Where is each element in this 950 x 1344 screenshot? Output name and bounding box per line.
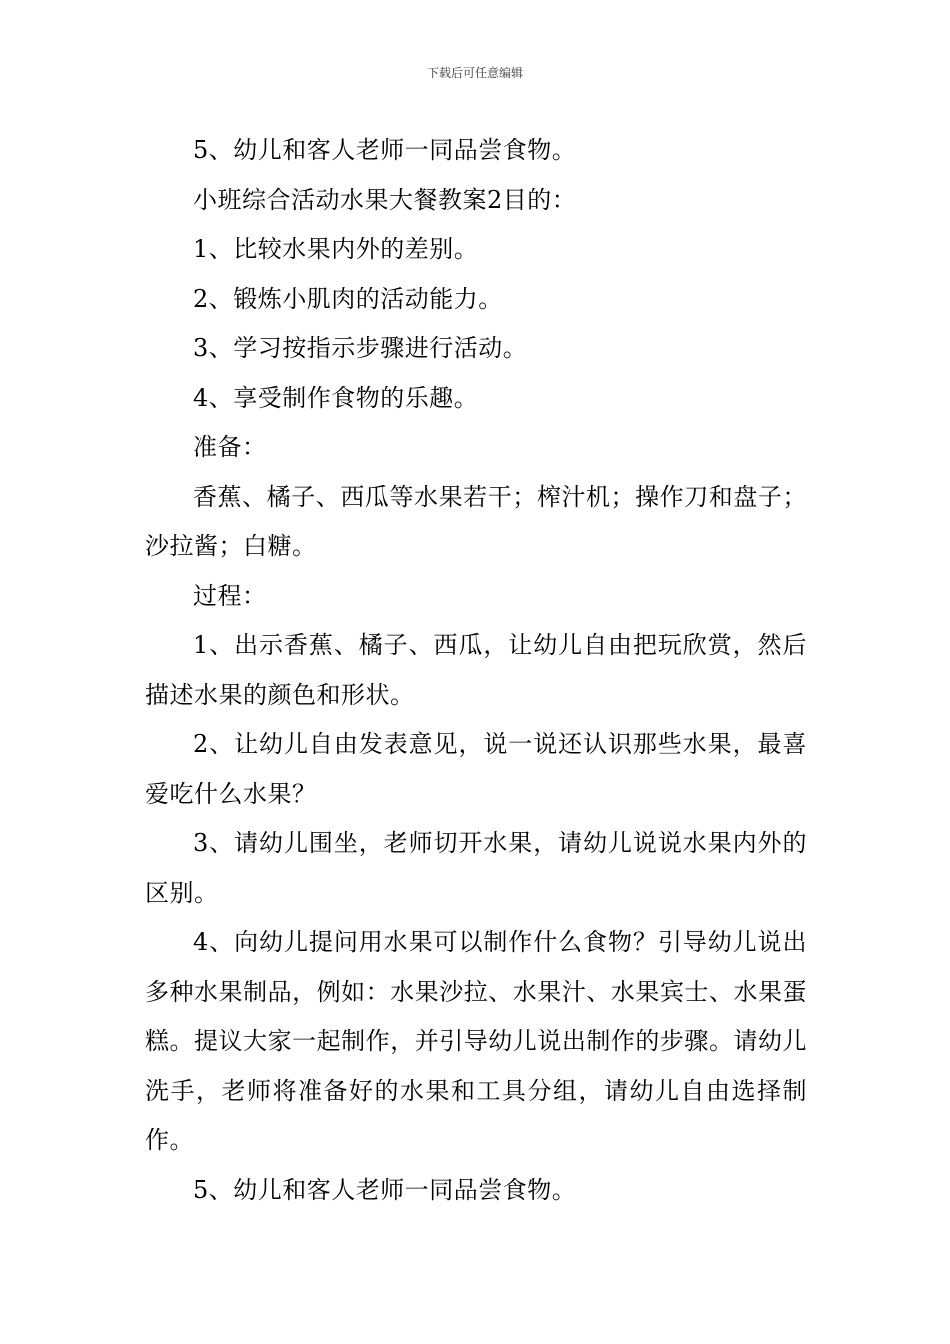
paragraph-goal-1: 1、比较水果内外的差别。 [193,235,479,263]
paragraph-goal-3: 3、学习按指示步骤进行活动。 [193,334,528,362]
paragraph-process-2: 2、让幼儿自由发表意见，说一说还认识那些水果，最喜爱吃什么水果？ [145,730,807,808]
paragraph-process-heading: 过程： [193,581,267,610]
paragraph-preparation-heading: 准备： [193,433,267,461]
paragraph-step-5: 5、幼儿和客人老师一同品尝食物。 [193,136,577,164]
page-header: 下载后可任意编辑 [426,66,523,80]
document-body [145,126,807,1215]
paragraph-goal-4: 4、享受制作食物的乐趣。 [193,383,479,412]
paragraph-process-3: 3、请幼儿围坐，老师切开水果，请幼儿说说水果内外的区别。 [145,829,807,907]
paragraph-goal-2: 2、锻炼小肌肉的活动能力。 [193,284,503,313]
paragraph-lesson-title: 小班综合活动水果大餐教案2目的： [193,185,577,214]
paragraph-process-4: 4、向幼儿提问用水果可以制作什么食物？引导幼儿说出多种水果制品，例如：水果沙拉、水果汁、水果宾士、水果蛋糕。提议大家一起制作，并引导幼儿说出制作的步骤。请幼儿洗手，老师将准备好的水果和工具分组，请幼儿自由选择制作。 [145,928,807,1154]
paragraph-preparation-materials: 香蕉、橘子、西瓜等水果若干；榨汁机；操作刀和盘子；沙拉酱；白糖。 [145,482,807,560]
paragraph-process-1: 1、出示香蕉、橘子、西瓜，让幼儿自由把玩欣赏，然后描述水果的颜色和形状。 [145,631,807,709]
paragraph-process-5: 5、幼儿和客人老师一同品尝食物。 [193,1175,577,1204]
